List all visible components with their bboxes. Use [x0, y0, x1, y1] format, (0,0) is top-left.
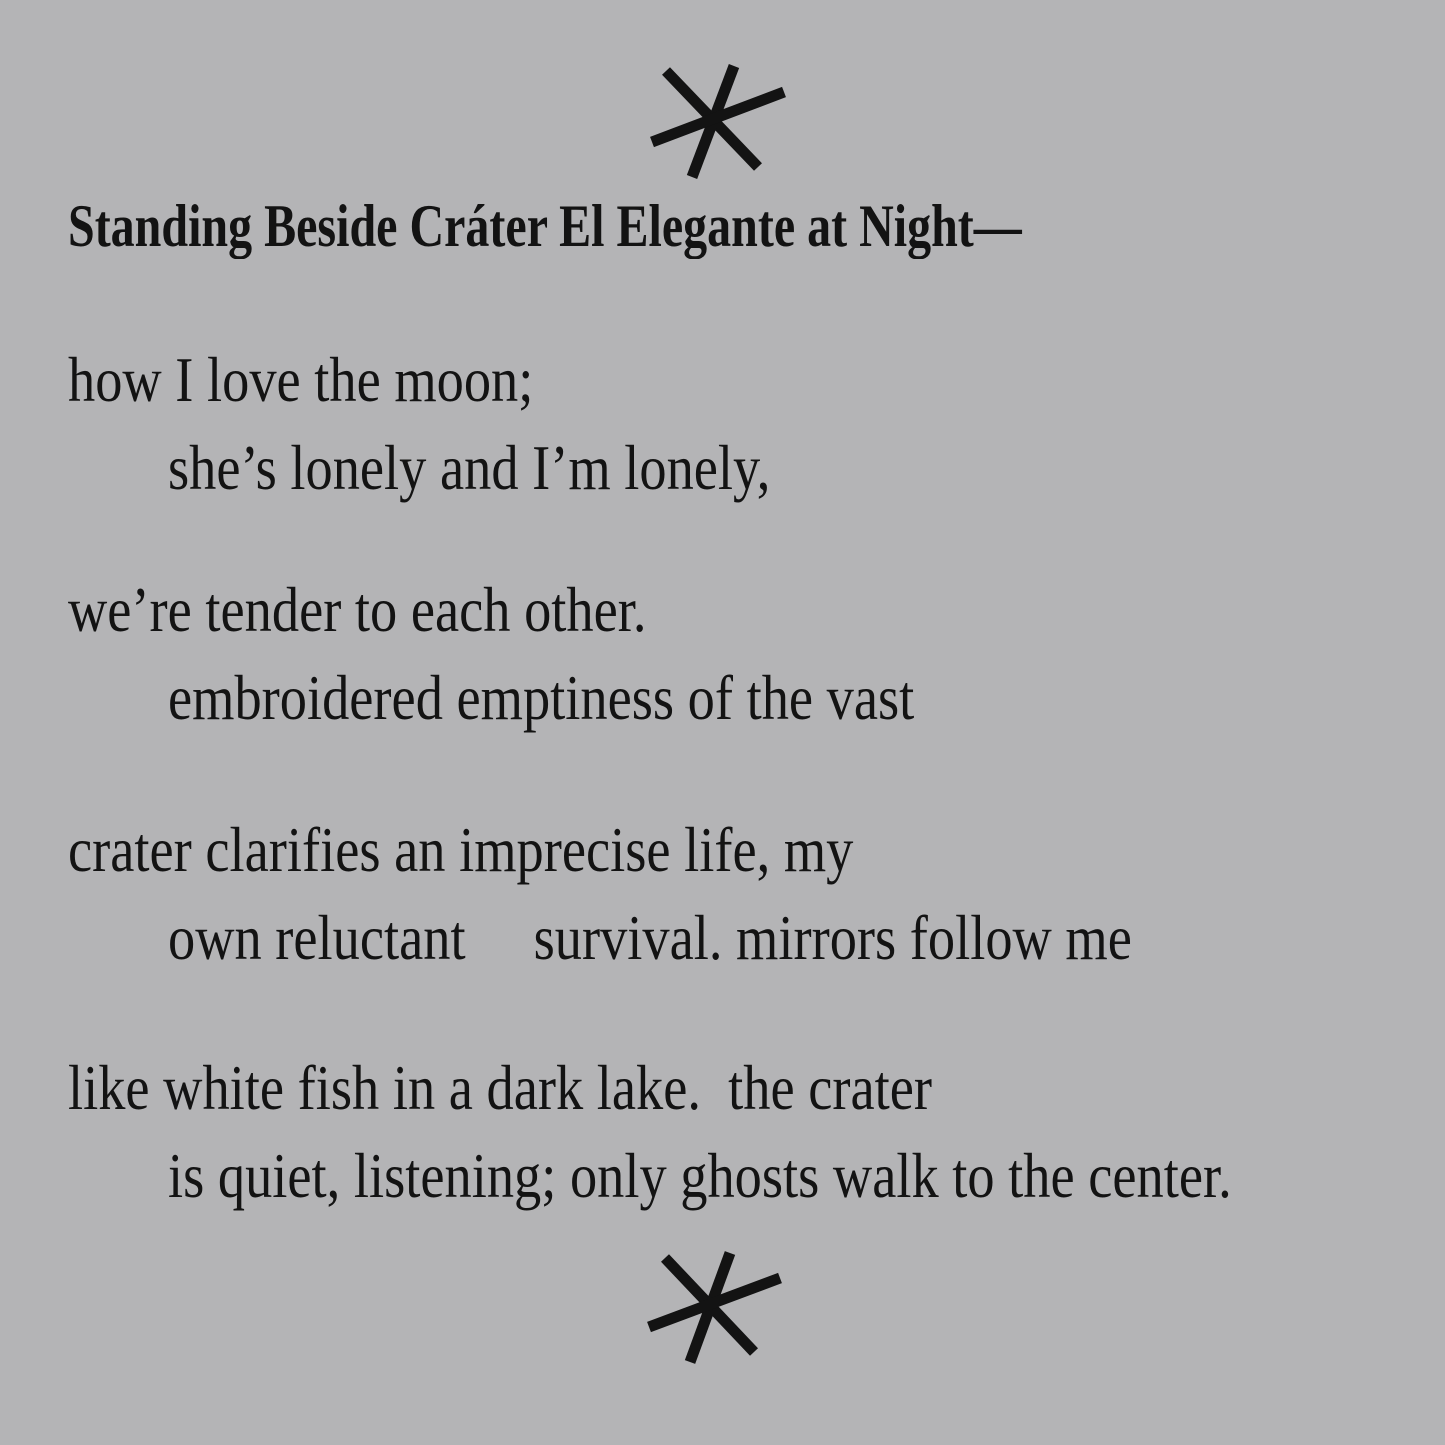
poem-line: we’re tender to each other. [68, 574, 647, 645]
poem-line: crater clarifies an imprecise life, my [68, 814, 854, 885]
poem-line: is quiet, listening; only ghosts walk to the center. [168, 1140, 1232, 1211]
poem-title: Standing Beside Cráter El Elegante at Night— [68, 193, 1022, 259]
asterisk-icon [644, 58, 796, 186]
stanza [68, 1044, 1425, 1220]
asterisk-icon [641, 1244, 793, 1372]
stanza [68, 566, 1425, 742]
poem-line: like white fish in a dark lake. the crater [68, 1052, 932, 1123]
poem-line: she’s lonely and I’m lonely, [168, 432, 771, 503]
stanza [68, 806, 1425, 982]
poem-line: own reluctant survival. mirrors follow me [168, 902, 1132, 973]
poem-line: how I love the moon; [68, 344, 534, 415]
poem-line: embroidered emptiness of the vast [168, 662, 915, 733]
stanza [68, 336, 1425, 512]
